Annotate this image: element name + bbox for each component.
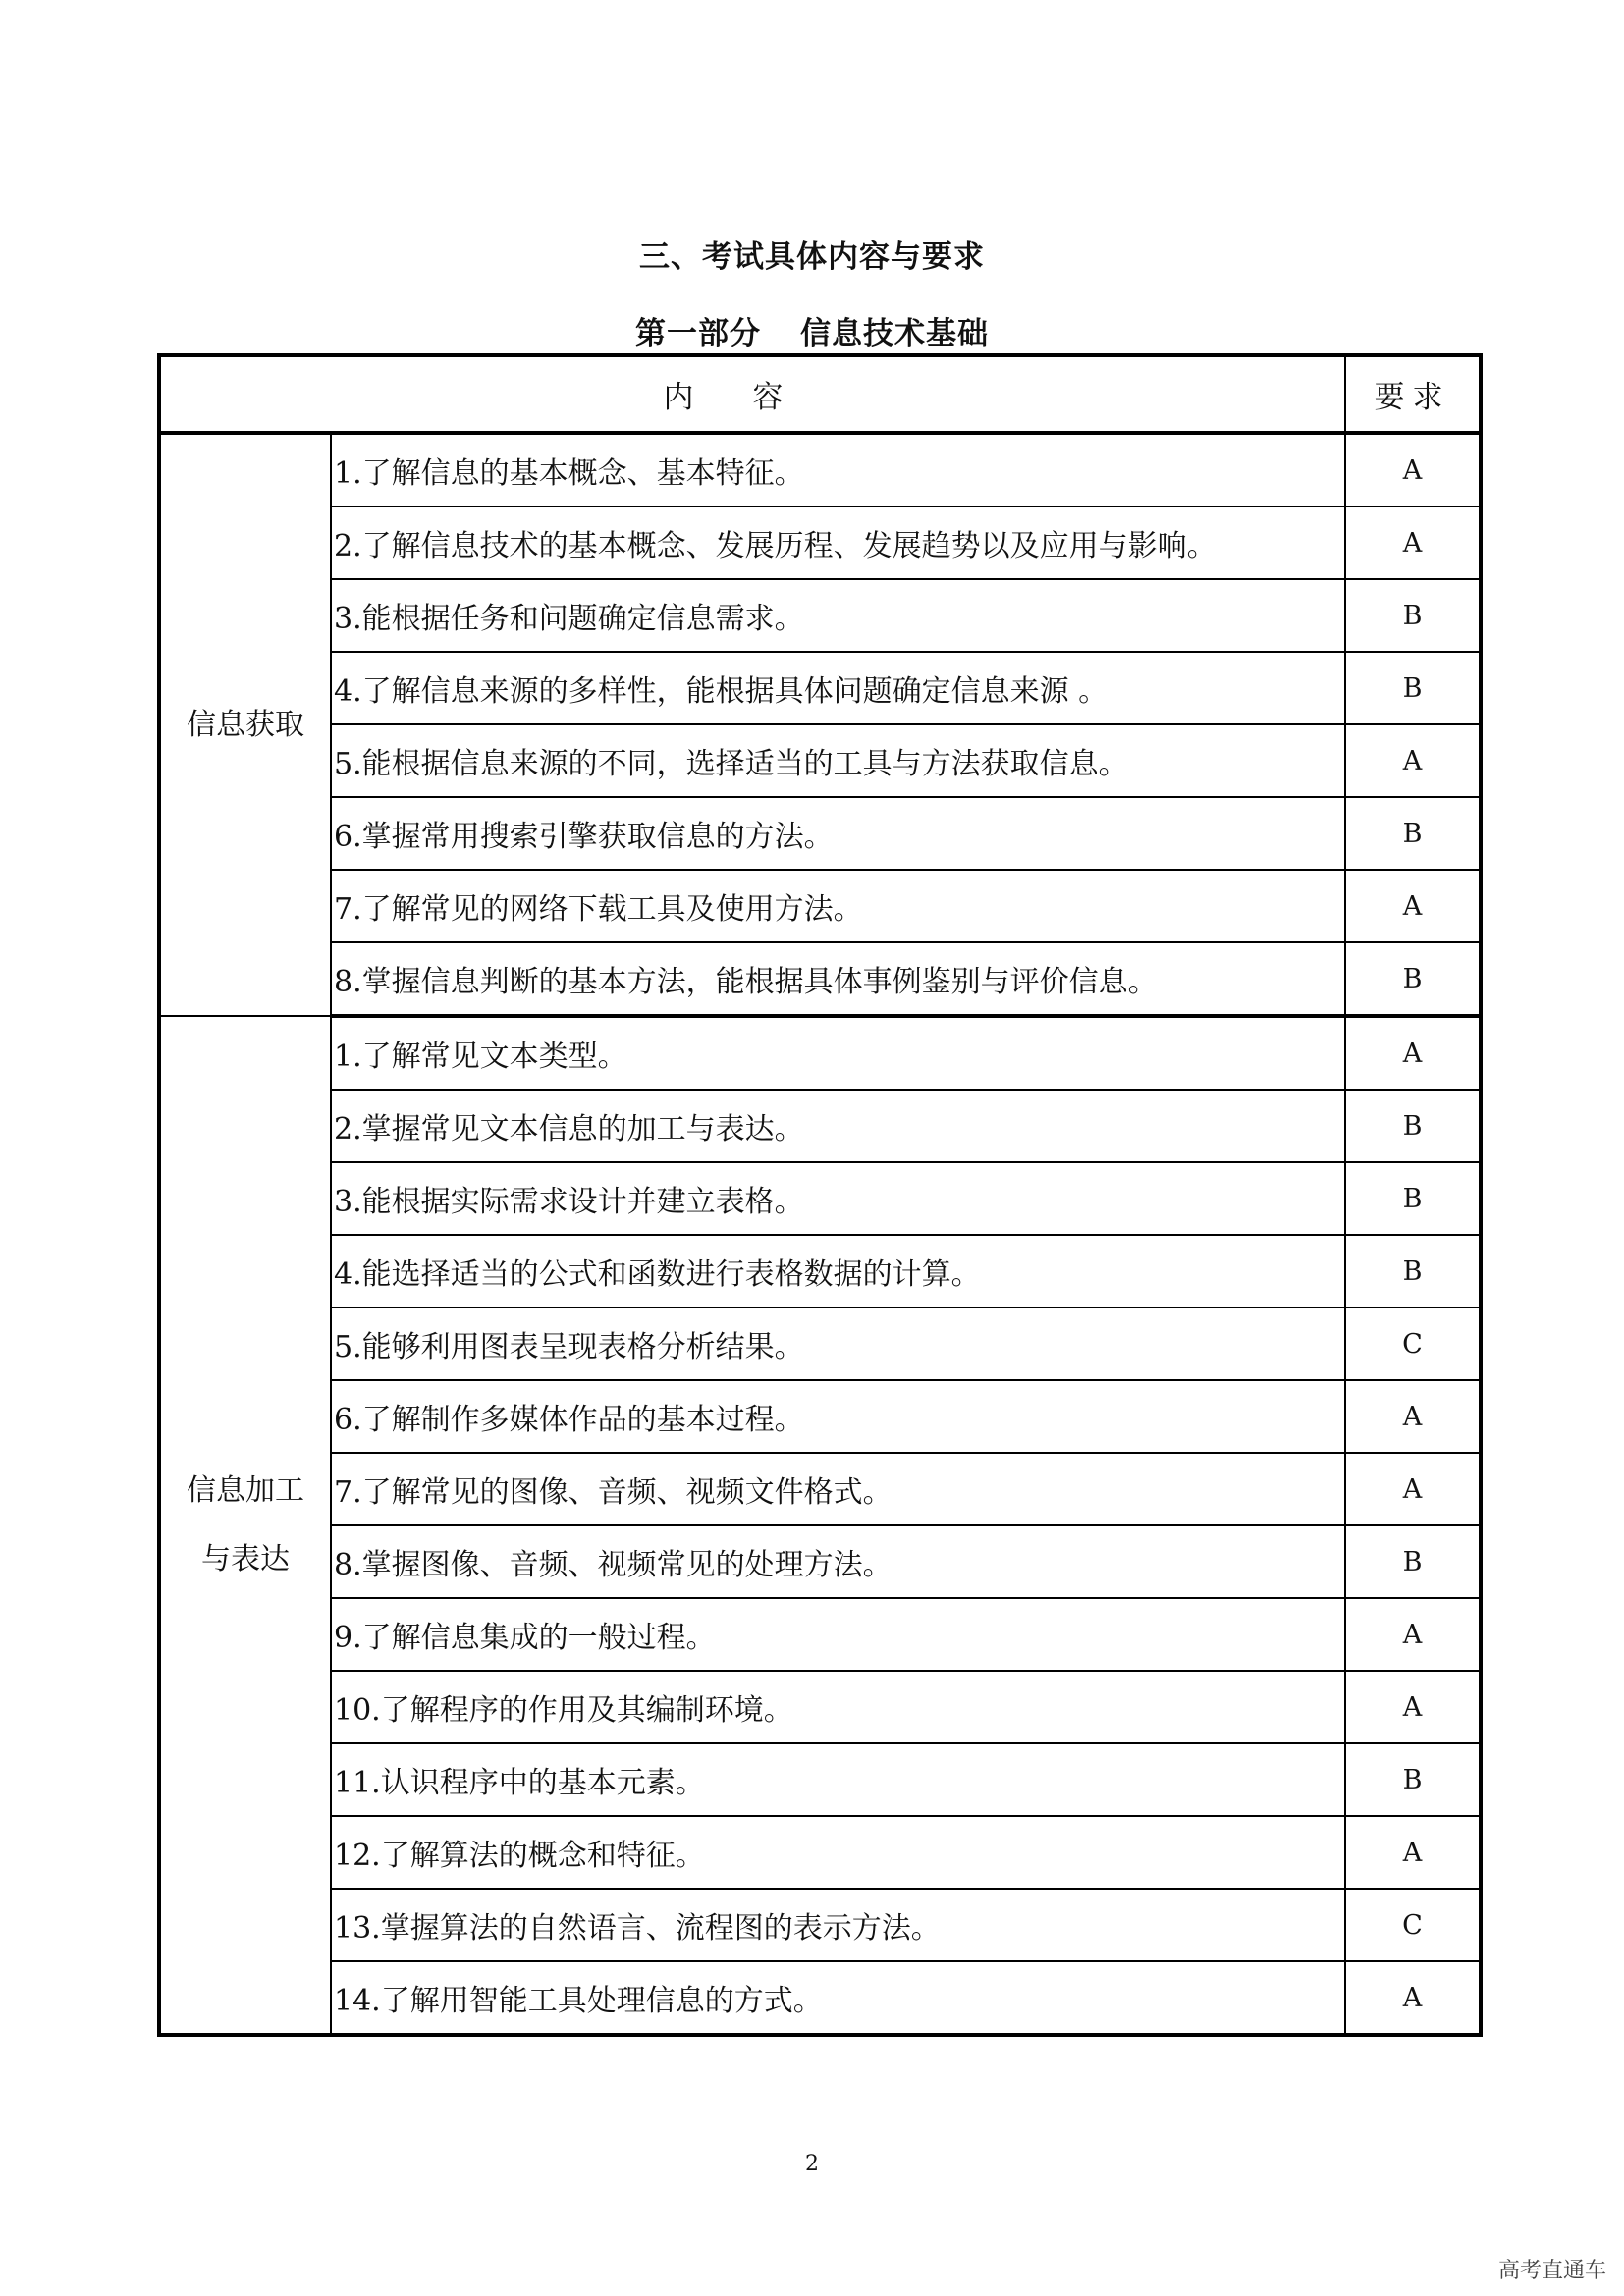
table-row [159,1743,1481,1816]
section-part-label: 第一部分 [635,316,761,351]
content-cell: 4.了解信息来源的多样性，能根据具体问题确定信息来源 。 [331,652,1345,724]
table-row [159,1889,1481,1961]
content-cell: 12.了解算法的概念和特征。 [331,1816,1345,1889]
category-label-line1: 信息获取 [187,707,304,742]
content-cell: 2.了解信息技术的基本概念、发展历程、发展趋势以及应用与影响。 [331,507,1345,579]
category-cell [159,1016,331,2035]
table-row [159,1235,1481,1308]
table-row [159,942,1481,1016]
content-cell: 1.了解信息的基本概念、基本特征。 [331,433,1345,507]
table-row [159,1090,1481,1162]
header-requirement: 要求 [1345,355,1481,433]
table-row [159,870,1481,942]
content-cell: 8.掌握图像、音频、视频常见的处理方法。 [331,1525,1345,1598]
table-row [159,652,1481,724]
requirement-cell: A [1345,724,1481,797]
requirement-cell: B [1345,1525,1481,1598]
requirement-cell: A [1345,1453,1481,1525]
table-header-row [159,355,1481,433]
requirement-cell: C [1345,1308,1481,1380]
content-cell: 3.能根据实际需求设计并建立表格。 [331,1162,1345,1235]
content-cell: 13.掌握算法的自然语言、流程图的表示方法。 [331,1889,1345,1961]
content-cell: 6.掌握常用搜索引擎获取信息的方法。 [331,797,1345,870]
requirement-cell: B [1345,1162,1481,1235]
requirements-table [157,353,1483,2037]
table-row [159,797,1481,870]
content-cell: 2.掌握常见文本信息的加工与表达。 [331,1090,1345,1162]
content-cell: 9.了解信息集成的一般过程。 [331,1598,1345,1671]
table-row [159,433,1481,507]
category-cell [159,433,331,1016]
requirement-cell: B [1345,1235,1481,1308]
content-cell: 14.了解用智能工具处理信息的方式。 [331,1961,1345,2035]
content-cell: 4.能选择适当的公式和函数进行表格数据的计算。 [331,1235,1345,1308]
table-row [159,1671,1481,1743]
category-label-line2: 与表达 [201,1541,290,1576]
content-cell: 11.认识程序中的基本元素。 [331,1743,1345,1816]
requirement-cell: B [1345,652,1481,724]
requirement-cell: B [1345,1743,1481,1816]
requirement-cell: B [1345,579,1481,652]
requirement-cell: A [1345,1961,1481,2035]
section-title [0,308,1624,352]
table-row [159,1380,1481,1453]
content-cell: 1.了解常见文本类型。 [331,1016,1345,1090]
table-row [159,507,1481,579]
content-cell: 8.掌握信息判断的基本方法，能根据具体事例鉴别与评价信息。 [331,942,1345,1016]
category-label-line1: 信息加工 [187,1472,304,1508]
content-cell: 3.能根据任务和问题确定信息需求。 [331,579,1345,652]
requirement-cell: A [1345,1671,1481,1743]
content-cell: 6.了解制作多媒体作品的基本过程。 [331,1380,1345,1453]
page-title: 三、考试具体内容与要求 [639,240,985,275]
table-row [159,1525,1481,1598]
content-cell: 5.能根据信息来源的不同，选择适当的工具与方法获取信息。 [331,724,1345,797]
content-cell: 10.了解程序的作用及其编制环境。 [331,1671,1345,1743]
table-row [159,1598,1481,1671]
requirement-cell: A [1345,433,1481,507]
table-row [159,1961,1481,2035]
table-row [159,1308,1481,1380]
table-row [159,1016,1481,1090]
content-cell: 7.了解常见的图像、音频、视频文件格式。 [331,1453,1345,1525]
requirement-cell: A [1345,1016,1481,1090]
table-row [159,1816,1481,1889]
requirement-cell: C [1345,1889,1481,1961]
requirement-cell: A [1345,870,1481,942]
requirement-cell: A [1345,1816,1481,1889]
requirement-cell: B [1345,942,1481,1016]
content-cell: 7.了解常见的网络下载工具及使用方法。 [331,870,1345,942]
requirement-cell: A [1345,507,1481,579]
content-cell: 5.能够利用图表呈现表格分析结果。 [331,1308,1345,1380]
requirement-cell: A [1345,1380,1481,1453]
watermark: 高考直通车 [1497,2259,1606,2283]
table-row [159,724,1481,797]
table-row [159,579,1481,652]
table-row [159,1453,1481,1525]
requirement-cell: B [1345,1090,1481,1162]
requirement-cell: A [1345,1598,1481,1671]
table-row [159,1162,1481,1235]
requirement-cell: B [1345,797,1481,870]
section-name-label: 信息技术基础 [800,316,989,351]
page-number: 2 [805,2152,819,2176]
header-content: 内容 [159,355,1345,433]
